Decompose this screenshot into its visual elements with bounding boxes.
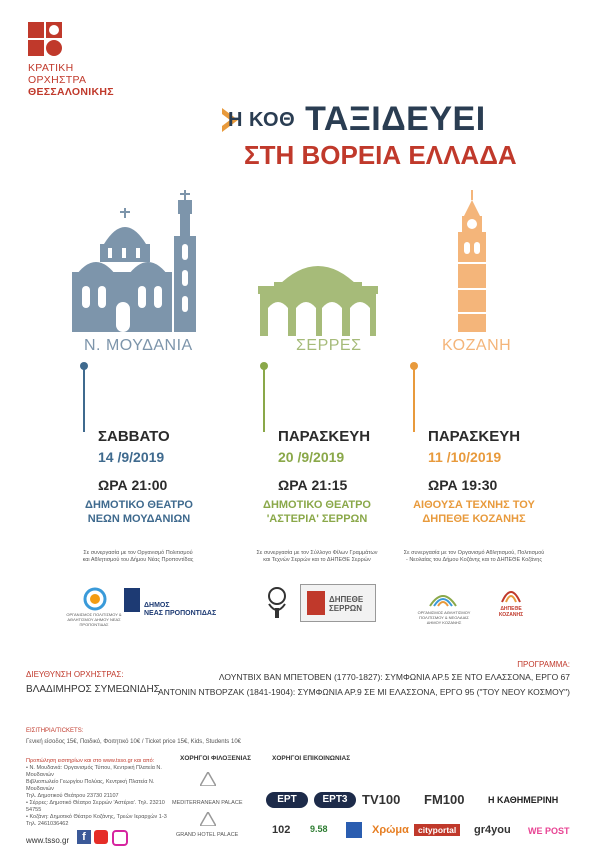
presale-label: Προπώληση εισιτηρίων και στο www.tsso.gr και από: <box>26 758 155 764</box>
program-line: ΛΟΥΝΤΒΙΧ ΒΑΝ ΜΠΕΤΟΒΕΝ (1770-1827): ΣΥΜΦΩΝΙΑ ΑΡ.5 ΣΕ ΝΤΟ ΕΛΑΣΣΟΝΑ, ΕΡΓΟ 67 <box>218 672 570 682</box>
event-venue <box>404 498 544 526</box>
cathedral-illustration <box>66 182 216 334</box>
cityportal-logo: cityportal <box>414 824 460 836</box>
venue-line: ΔΗΜΟΤΙΚΟ ΘΕΑΤΡΟ <box>263 499 371 511</box>
radio-logo-icon <box>346 822 362 838</box>
event-cooperation <box>394 550 554 564</box>
event-venue <box>74 498 204 526</box>
hotel-logo-icon <box>200 812 216 826</box>
theatre-logo-icon <box>500 586 522 606</box>
presale-line: Βιβλιοπωλείο Γεωργίου Πολύας, Κεντρική Πλατεία Ν. Μουδανιών <box>26 779 155 792</box>
event-time: ΩΡΑ 19:30 <box>428 477 498 493</box>
kathimerini-logo: Η ΚΑΘΗΜΕΡΙΝΗ <box>488 795 559 805</box>
theatre-logo-box <box>300 584 376 622</box>
title-line1 <box>228 100 486 139</box>
event-cooperation <box>246 550 388 564</box>
ert-logo: ΕΡΤ <box>266 792 308 808</box>
conductor-label: ΔΙΕΥΘΥΝΣΗ ΟΡΧΗΣΤΡΑΣ: <box>26 670 124 679</box>
title-line2: ΣΤΗ ΒΟΡΕΙΑ ΕΛΛΑΔΑ <box>244 140 517 170</box>
presale-line: • Σέρρες: Δημοτικό Θέατρο Σερρών 'Αστέρια'. Τηλ. 23210 54755 <box>26 800 165 813</box>
venue-line: ΝΕΩΝ ΜΟΥΔΑΝΙΩΝ <box>87 513 191 525</box>
youtube-icon[interactable] <box>94 830 108 844</box>
fm100-logo: FM100 <box>424 792 465 807</box>
coop-line: - Νεολαίας του Δήμου Κοζάνης και το ΔΗΠΕΘΕ Κοζάνης <box>405 557 543 563</box>
event-time: ΩΡΑ 21:00 <box>98 477 168 493</box>
event-day: ΣΑΒΒΑΤΟ <box>98 428 170 445</box>
gr4you-logo: gr4you <box>474 824 511 836</box>
society-emblem-icon <box>264 586 290 618</box>
tv100-logo: TV100 <box>362 792 401 807</box>
event-day: ΠΑΡΑΣΚΕΥΗ <box>428 428 521 445</box>
hotel-logo-icon <box>200 772 216 786</box>
event-date: 20 /9/2019 <box>278 449 345 465</box>
coop-line: Σε συνεργασία με τον Οργανισμό Πολιτισμού <box>83 550 193 556</box>
city-name: Ν. ΜΟΥΔΑΝΙΑ <box>84 337 193 354</box>
organisation-logo-icon <box>428 586 458 610</box>
logo-line: ΚΟΖΑΝΗΣ <box>498 612 524 618</box>
title-main: ΤΑΞΙΔΕΥΕΙ <box>305 100 486 138</box>
theatre-logo-icon <box>307 591 325 615</box>
logo-text: ΟΡΓΑΝΙΣΜΟΣ ΠΟΛΙΤΙΣΜΟΥ & ΑΘΛΗΤΙΣΜΟΥ ΔΗΜΟΥ ΝΕΑΣ ΠΡΟΠΟΝΤΙΔΑΣ <box>66 612 122 627</box>
logo-line: ΔΗΠΕΘΕ <box>329 595 364 604</box>
venue-line: ΔΗΠΕΘΕ ΚΟΖΑΝΗΣ <box>422 513 526 525</box>
org-line3: ΘΕΣΣΑΛΟΝΙΚΗΣ <box>28 86 114 98</box>
city-name: ΚΟΖΑΝΗ <box>442 337 512 354</box>
logo-line: ΔΗΜΟΣ <box>144 602 170 609</box>
presale-line: • Ν. Μουδανιά: Οργανισμός Τύπου, Κεντρική Πλατεία Ν. Μουδανιών <box>26 765 162 778</box>
venue-line: ΑΙΘΟΥΣΑ ΤΕΧΝΗΣ ΤΟΥ <box>413 499 535 511</box>
coop-line: και Τεχνών Σερρών και το ΔΗΠΕΘΕ Σερρών <box>263 557 371 563</box>
conductor-name: ΒΛΑΔΙΜΗΡΟΣ ΣΥΜΕΩΝΙΔΗΣ <box>26 684 160 695</box>
wepost-logo: WE POST <box>528 826 570 836</box>
orchestra-logo-icon <box>28 22 62 56</box>
timeline-line <box>413 368 415 432</box>
org-line1: ΚΡΑΤΙΚΗ <box>28 62 74 74</box>
presale-line: Τηλ. 2461036462 <box>26 821 69 827</box>
event-date: 11 /10/2019 <box>428 449 502 465</box>
tickets-text: Γενική είσοδος 15€, Παιδικό, Φοιτητικό 10€ / Ticket price 15€, Kids, Students 10€ <box>26 739 241 745</box>
org-line2: ΟΡΧΗΣΤΡΑ <box>28 74 87 86</box>
event-venue <box>252 498 382 526</box>
timeline-line <box>83 368 85 432</box>
communication-sponsors-label: ΧΟΡΗΓΟΙ ΕΠΙΚΟΙΝΩΝΙΑΣ <box>272 755 351 762</box>
logo-text: ΟΡΓΑΝΙΣΜΟΣ ΑΘΛΗΤΙΣΜΟΥ ΠΟΛΙΤΙΣΜΟΥ & ΝΕΟΛΑΙΑΣ ΔΗΜΟΥ ΚΟΖΑΝΗΣ <box>417 610 471 625</box>
hotel-name: GRAND HOTEL PALACE <box>176 832 239 838</box>
coop-line: Σε συνεργασία με τον Σύλλογο Φίλων Γραμμάτων <box>256 550 378 556</box>
presale-line: Τηλ. Δημοτικού Θεάτρου 23730 21107 <box>26 793 119 799</box>
clock-tower-illustration <box>452 190 492 332</box>
event-day: ΠΑΡΑΣΚΕΥΗ <box>278 428 371 445</box>
xroma-logo: Χρώμα <box>372 824 409 836</box>
instagram-icon[interactable] <box>112 830 128 846</box>
city-name: ΣΕΡΡΕΣ <box>296 337 362 354</box>
logo-text <box>490 606 532 618</box>
hotel-name: MEDITERRANEAN PALACE <box>172 800 243 806</box>
event-date: 14 /9/2019 <box>98 449 165 465</box>
logo-text <box>144 602 216 618</box>
mosque-illustration <box>256 252 380 336</box>
logo-text <box>329 595 363 613</box>
coop-line: και Αθλητισμού του Δήμου Νέας Προποντίδας <box>82 557 194 563</box>
org-name <box>28 62 114 98</box>
logo-line: ΣΕΡΡΩΝ <box>329 604 362 613</box>
radio-logo: 102 <box>272 824 291 836</box>
radio-logo: 9.58 <box>310 824 328 834</box>
program-line: ΑΝΤΟΝΙΝ ΝΤΒΟΡΖΑΚ (1841-1904): ΣΥΜΦΩΝΙΑ ΑΡ.9 ΣΕ ΜΙ ΕΛΑΣΣΟΝΑ, ΕΡΓΟ 95 ("ΤΟΥ ΝΕΟΥ ΚΟΣΜΟΥ") <box>157 687 570 697</box>
timeline-line <box>263 368 265 432</box>
municipality-logo-icon <box>124 588 140 612</box>
facebook-icon[interactable]: f <box>77 830 91 844</box>
presale-info <box>26 758 176 828</box>
presale-line: • Κοζάνη: Δημοτικό Θέατρο Κοζάνης, Τρεών Ιεραρχών 1-3 <box>26 814 167 820</box>
logo-line: ΔΗΠΕΘΕ <box>500 606 522 612</box>
title-prefix: Η ΚΟΘ <box>228 109 296 131</box>
website-link[interactable]: www.tsso.gr <box>26 836 70 845</box>
program-label: ΠΡΟΓΡΑΜΜΑ: <box>517 660 570 669</box>
venue-line: ΔΗΜΟΤΙΚΟ ΘΕΑΤΡΟ <box>85 499 193 511</box>
logo-line: ΝΕΑΣ ΠΡΟΠΟΝΤΙΔΑΣ <box>144 610 217 617</box>
hospitality-sponsors-label: ΧΟΡΗΓΟΙ ΦΙΛΟΞΕΝΙΑΣ <box>180 755 251 762</box>
ert3-logo: ΕΡΤ3 <box>314 792 356 808</box>
event-time: ΩΡΑ 21:15 <box>278 477 348 493</box>
venue-line: 'ΑΣΤΕΡΙΑ' ΣΕΡΡΩΝ <box>266 513 368 525</box>
tickets-label: ΕΙΣΙΤΗΡΙΑ/TICKETS: <box>26 728 84 734</box>
event-cooperation <box>68 550 208 564</box>
coop-line: Σε συνεργασία με τον Οργανισμό Αθλητισμού, Πολιτισμού <box>403 550 545 556</box>
